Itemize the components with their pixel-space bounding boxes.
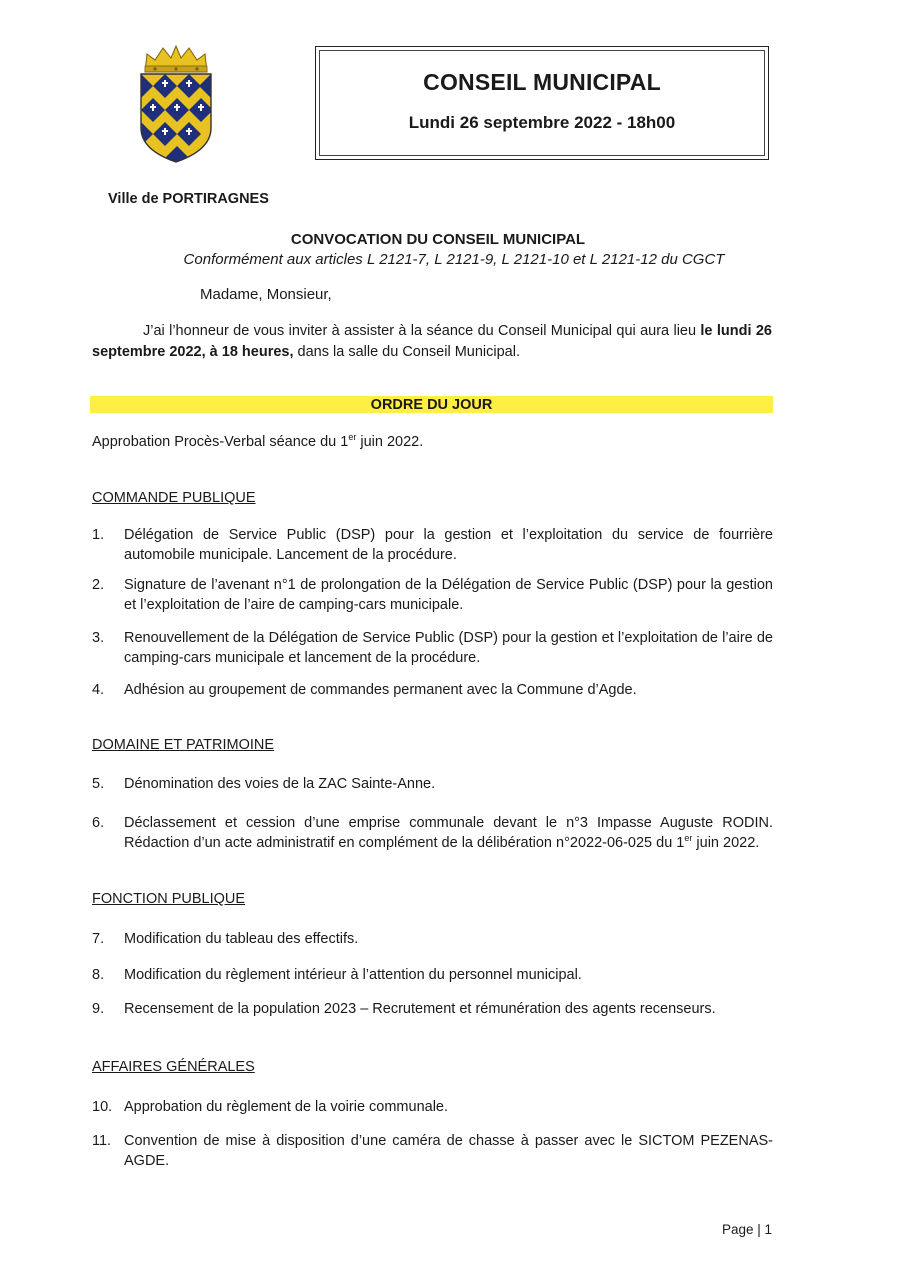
- section-title-fonction-publique: FONCTION PUBLIQUE: [92, 891, 246, 907]
- convocation-subtitle: Conformément aux articles L 2121-7, L 2121-9, L 2121-10 et L 2121-12 du CGCT: [183, 251, 725, 268]
- item-text: Modification du règlement intérieur à l’attention du personnel municipal.: [124, 967, 582, 983]
- item-number: 1.: [92, 527, 105, 543]
- item-sup: er: [684, 833, 693, 843]
- agenda-item: [92, 525, 773, 565]
- agenda-item: [92, 680, 773, 700]
- approval-sup: er: [348, 432, 357, 442]
- intro-date-bold: le lundi 26 septembre 2022, à 18 heures,: [92, 323, 772, 360]
- item-number: 8.: [92, 967, 105, 983]
- page-number: Page | 1: [721, 1222, 772, 1237]
- agenda-heading: ORDRE DU JOUR: [90, 396, 773, 413]
- section-title-domaine-patrimoine: DOMAINE ET PATRIMOINE: [92, 737, 275, 753]
- item-text: Approbation du règlement de la voirie communale.: [124, 1099, 449, 1115]
- item-text: Dénomination des voies de la ZAC Sainte-Anne.: [124, 776, 436, 792]
- salutation: Madame, Monsieur,: [200, 286, 332, 303]
- approval-line: [92, 434, 423, 450]
- item-text: Modification du tableau des effectifs.: [124, 931, 359, 947]
- item-number: 2.: [92, 577, 105, 593]
- item-text: Convention de mise à disposition d’une caméra de chasse à passer avec le SICTOM PEZENAS-AGDE.: [124, 1133, 773, 1169]
- agenda-item: [92, 965, 773, 985]
- convocation-title: CONVOCATION DU CONSEIL MUNICIPAL: [290, 231, 586, 248]
- intro-text: J’ai l’honneur de vous inviter à assister à la séance du Conseil Municipal qui aura lieu: [143, 323, 701, 339]
- approval-text: Approbation Procès-Verbal séance du 1: [92, 434, 349, 450]
- agenda-item: [92, 628, 773, 668]
- agenda-item: [92, 999, 773, 1019]
- header-box: [315, 46, 769, 160]
- item-number: 5.: [92, 776, 105, 792]
- agenda-item: [92, 1131, 773, 1171]
- intro-paragraph: [92, 321, 772, 363]
- meeting-date: Lundi 26 septembre 2022 - 18h00: [408, 113, 676, 132]
- approval-text-end: juin 2022.: [356, 434, 424, 450]
- item-text-end: juin 2022.: [692, 835, 760, 851]
- item-text-with-sup: [124, 813, 773, 853]
- item-text: Signature de l’avenant n°1 de prolongation de la Délégation de Service Public (DSP) pour la gestion et l’exploitation de l’aire de camping-cars municipale.: [124, 577, 773, 613]
- item-text: Déclassement et cession d’une emprise communale devant le n°3 Impasse Auguste RODIN. Rédaction d’un acte administratif en complément de la délibération n°2022-06-025 du 1: [124, 815, 773, 851]
- item-text: Renouvellement de la Délégation de Service Public (DSP) pour la gestion et l’exploitation de l’aire de camping-cars municipale et lancement de la procédure.: [124, 630, 773, 666]
- item-text: Recensement de la population 2023 – Recrutement et rémunération des agents recenseurs.: [124, 1001, 716, 1017]
- item-text: Adhésion au groupement de commandes permanent avec la Commune d’Agde.: [124, 682, 637, 698]
- section-title-commande-publique: COMMANDE PUBLIQUE: [92, 490, 256, 506]
- agenda-item: [92, 929, 773, 949]
- agenda-item: [92, 774, 773, 794]
- item-number: 3.: [92, 630, 105, 646]
- item-number: 9.: [92, 1001, 105, 1017]
- intro-text-end: dans la salle du Conseil Municipal.: [293, 344, 521, 360]
- item-number: 10.: [92, 1099, 113, 1115]
- item-number: 6.: [92, 815, 105, 831]
- town-name: Ville de PORTIRAGNES: [108, 191, 269, 207]
- agenda-item: [92, 1097, 773, 1117]
- item-text: Délégation de Service Public (DSP) pour la gestion et l’exploitation du service de fourrière automobile municipale. Lancement de la procédure.: [124, 527, 773, 563]
- section-title-affaires-generales: AFFAIRES GÉNÉRALES: [92, 1059, 255, 1075]
- item-number: 4.: [92, 682, 105, 698]
- agenda-item: [92, 813, 773, 853]
- item-number: 7.: [92, 931, 105, 947]
- document-title: CONSEIL MUNICIPAL: [423, 69, 661, 95]
- agenda-item: [92, 575, 773, 615]
- coat-of-arms-icon: [133, 44, 219, 168]
- item-number: 11.: [92, 1133, 112, 1149]
